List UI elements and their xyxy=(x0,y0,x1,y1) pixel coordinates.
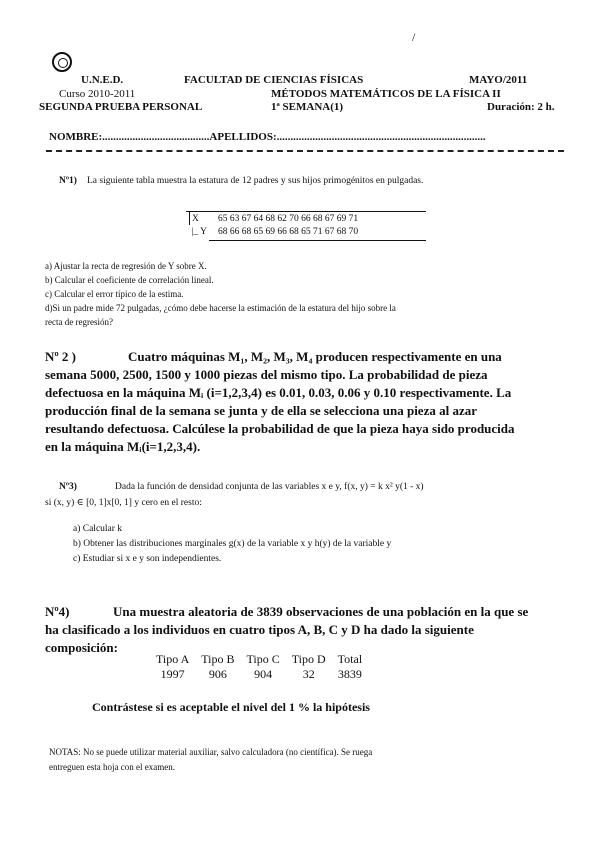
q1-number: Nº1) xyxy=(59,176,77,186)
header-course: Curso 2010-2011 xyxy=(59,88,136,100)
q2-line-2: semana 5000, 2500, 1500 y 1000 piezas del mismo tipo. La probabilidad de pieza xyxy=(45,367,488,382)
q3-number: Nº3) xyxy=(59,482,77,492)
header-week: 1ª SEMANA(1) xyxy=(271,101,344,113)
table-bottom-rule xyxy=(209,240,426,241)
q4-line-2: ha clasificado a los individuos en cuatro tipos A, B, C y D ha dado la siguiente xyxy=(45,622,474,637)
q3-item-b: b) Obtener las distribuciones marginales g(x) de la variable x y h(y) de la variable y xyxy=(73,539,392,549)
q1-item-d: d)Si un padre mide 72 pulgadas, ¿cómo debe hacerse la estimación de la estatura del hijo sobre la xyxy=(45,303,396,313)
table-row xyxy=(190,212,361,225)
notes-line-1: NOTAS: No se puede utilizar material auxiliar, salvo calculadora (no científica). Se ruega xyxy=(49,747,373,757)
q2-line-6: en la máquina Mᵢ(i=1,2,3,4). xyxy=(45,439,201,454)
q4-line-1: Una muestra aleatoria de 3839 observaciones de una población en la que se xyxy=(113,604,529,619)
table-row xyxy=(190,225,361,238)
header-faculty: FACULTAD DE CIENCIAS FÍSICAS xyxy=(184,74,364,86)
table-header-tipo-b: Tipo B xyxy=(201,652,235,666)
q1-item-a: a) Ajustar la recta de regresión de Y sobre X. xyxy=(45,261,207,271)
q1-item-c: c) Calcular el error típico de la estima. xyxy=(45,289,184,299)
header-exam: SEGUNDA PRUEBA PERSONAL xyxy=(39,101,203,113)
table-header-tipo-c: Tipo C xyxy=(246,652,280,666)
q1-item-d-cont: recta de regresión? xyxy=(45,317,113,327)
q3-item-a: a) Calcular k xyxy=(73,524,123,534)
table-header-tipo-a: Tipo A xyxy=(156,652,190,666)
q2-line-3: defectuosa en la máquina Mᵢ (i=1,2,3,4) es 0.01, 0.03, 0.06 y 0.10 respectivamente. La xyxy=(45,385,512,400)
table-header-total: Total xyxy=(337,652,363,666)
q2-line-1: Cuatro máquinas M₁, M₂, M₃, M₄ producen respectivamente en una xyxy=(128,349,502,364)
q1-text: La siguiente tabla muestra la estatura de 12 padres y sus hijos primogénitos en pulgadas. xyxy=(87,176,424,186)
q3-line-2: si (x, y) ∈ [0, 1]x[0, 1] y cero en el resto: xyxy=(45,498,202,508)
header-subject: MÉTODOS MATEMÁTICOS DE LA FÍSICA II xyxy=(271,88,501,100)
q4-number: Nº4) xyxy=(45,604,70,619)
name-surname-field: NOMBRE:.......................................APELLIDOS:............................................................................ xyxy=(49,131,486,143)
x-values: 65 63 67 64 68 62 70 66 68 67 69 71 xyxy=(218,213,359,224)
q4-line-3: composición: xyxy=(45,640,118,655)
x-label: X xyxy=(190,212,217,225)
table-cell-tipo-d: 32 xyxy=(302,667,315,681)
table-row xyxy=(150,667,368,682)
q2-number: Nº 2 ) xyxy=(45,349,77,364)
q3-item-c: c) Estudiar si x e y son independientes. xyxy=(73,554,222,564)
table-row xyxy=(150,652,368,667)
table-cell-tipo-a: 1997 xyxy=(160,667,185,681)
q3-line-1: Dada la función de densidad conjunta de las variables x e y, f(x, y) = k x² y(1 - x) xyxy=(115,482,424,492)
pen-mark: / xyxy=(412,30,416,44)
q2-line-4: producción final de la semana se junta y de ella se selecciona una pieza al azar xyxy=(45,403,477,418)
y-label: |_ Y xyxy=(191,226,208,237)
q4-conclusion: Contrástese si es aceptable el nivel del 1 % la hipótesis xyxy=(92,700,370,714)
heights-table xyxy=(189,212,360,238)
notes-line-2: entreguen esta hoja con el examen. xyxy=(49,762,175,772)
table-cell-tipo-b: 906 xyxy=(208,667,227,681)
divider xyxy=(46,150,564,152)
y-values: 68 66 68 65 69 66 68 65 71 67 68 70 xyxy=(218,226,359,237)
table-header-tipo-d: Tipo D xyxy=(291,652,326,666)
types-table xyxy=(150,652,368,682)
university-seal-icon xyxy=(52,52,72,72)
q2-line-5: resultando defectuosa. Calcúlese la probabilidad de que la pieza haya sido producida xyxy=(45,421,515,436)
header-date: MAYO/2011 xyxy=(469,74,528,86)
table-cell-total: 3839 xyxy=(337,667,362,681)
q1-item-b: b) Calcular el coeficiente de correlación lineal. xyxy=(45,275,214,285)
header-duration: Duración: 2 h. xyxy=(487,101,555,113)
header-uned: U.N.E.D. xyxy=(81,74,124,86)
table-cell-tipo-c: 904 xyxy=(254,667,273,681)
